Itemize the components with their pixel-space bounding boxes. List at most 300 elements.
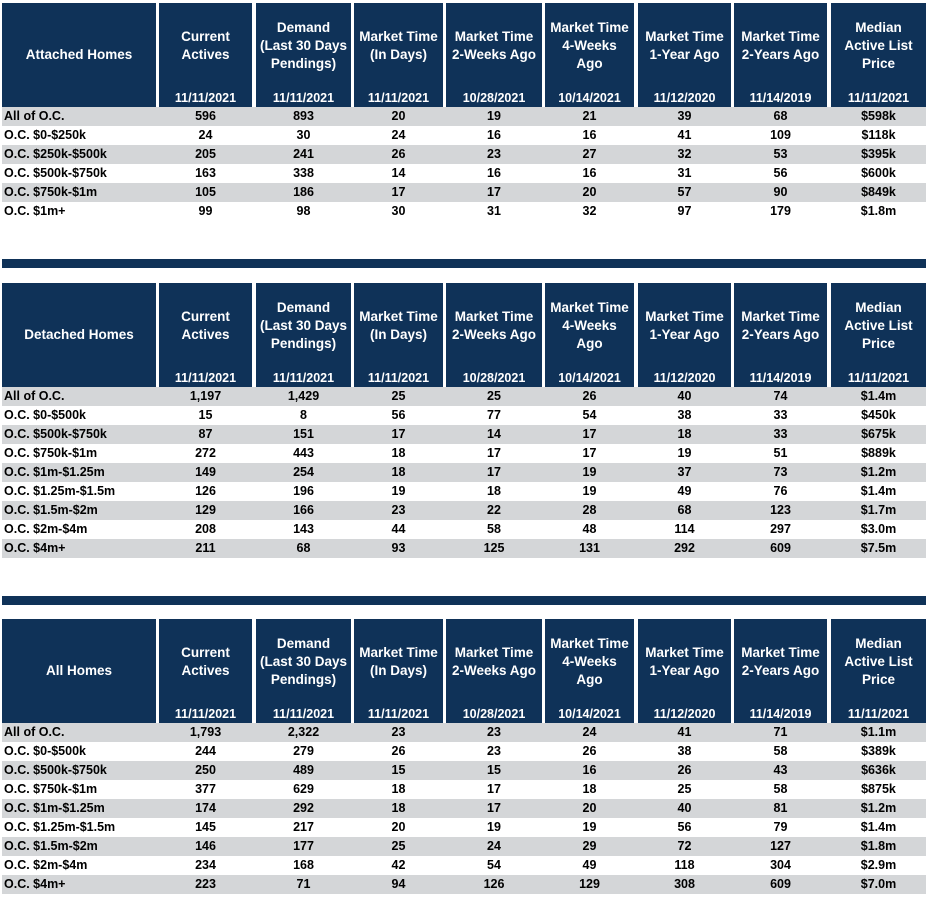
row-label: O.C. $4m+	[4, 877, 66, 891]
row-label: O.C. $1.25m-$1.5m	[4, 484, 116, 498]
table-cell: 126	[483, 877, 505, 891]
table-cell: 129	[579, 877, 600, 891]
column-header	[545, 619, 634, 723]
table-cell: 19	[582, 820, 597, 834]
column-header	[256, 283, 351, 387]
table-cell: $450k	[861, 408, 896, 422]
table-row	[2, 202, 926, 221]
table-cell: 99	[198, 204, 213, 218]
row-label: All of O.C.	[4, 109, 65, 123]
table-cell: 15	[391, 763, 406, 777]
table-cell: 42	[391, 858, 406, 872]
column-header	[159, 619, 252, 723]
table-cell: 56	[391, 408, 406, 422]
table-cell: 609	[770, 541, 791, 555]
table-row	[2, 126, 926, 145]
column-date: 11/14/2019	[749, 91, 812, 105]
column-header-label: Demand	[276, 300, 331, 315]
table-row	[2, 482, 926, 501]
section-title: Attached Homes	[25, 47, 133, 62]
column-header	[734, 283, 827, 387]
table-cell: 48	[582, 522, 597, 536]
column-header	[354, 619, 443, 723]
table-cell: 26	[391, 147, 406, 161]
table-cell: $1.2m	[860, 801, 897, 815]
table-cell: 14	[487, 427, 501, 441]
row-label: O.C. $500k-$750k	[4, 763, 107, 777]
table-row	[2, 780, 926, 799]
table-row	[2, 742, 926, 761]
table-cell: $600k	[861, 166, 896, 180]
table-cell: 20	[391, 820, 406, 834]
table-cell: 68	[677, 503, 692, 517]
table-cell: 131	[579, 541, 600, 555]
column-date: 11/14/2019	[749, 707, 812, 721]
column-date: 10/14/2021	[558, 707, 621, 721]
table-cell: $2.9m	[860, 858, 897, 872]
column-header-label: Market Time	[550, 20, 629, 35]
table-cell: 14	[391, 166, 406, 180]
table-cell: 38	[677, 744, 692, 758]
column-header	[256, 3, 351, 107]
column-header-label: Market Time	[359, 645, 438, 660]
column-date: 11/11/2021	[847, 91, 910, 105]
table-row	[2, 539, 926, 558]
column-header-label: Ago	[576, 336, 603, 351]
table-row	[2, 183, 926, 202]
table-cell: 25	[391, 389, 406, 403]
table-cell: 304	[770, 858, 791, 872]
table-cell: 31	[677, 166, 692, 180]
table-cell: 68	[296, 541, 311, 555]
table-cell: 292	[674, 541, 695, 555]
row-label: All of O.C.	[4, 725, 65, 739]
table-cell: 23	[391, 725, 406, 739]
column-date: 11/11/2021	[367, 91, 430, 105]
row-label: O.C. $1m-$1.25m	[4, 465, 105, 479]
table-cell: 123	[770, 503, 791, 517]
column-date: 11/12/2020	[653, 707, 716, 721]
table-cell: 26	[677, 763, 692, 777]
section-title-cell	[2, 619, 156, 723]
column-header-label: Actives	[181, 327, 230, 342]
table-cell: 629	[293, 782, 314, 796]
table-cell: 58	[487, 522, 501, 536]
table-cell: 1,197	[189, 389, 222, 403]
table-cell: 143	[293, 522, 314, 536]
column-date: 11/11/2021	[367, 371, 430, 385]
table-cell: $1.4m	[860, 484, 897, 498]
column-header-label: Actives	[181, 47, 230, 62]
table-cell: $1.4m	[860, 389, 897, 403]
table-cell: 30	[391, 204, 406, 218]
column-header-label: 2-Years Ago	[741, 327, 820, 342]
table-cell: 19	[391, 484, 406, 498]
table-cell: 25	[677, 782, 692, 796]
column-date: 11/11/2021	[272, 371, 335, 385]
table-cell: 26	[582, 389, 597, 403]
column-date: 11/11/2021	[272, 91, 335, 105]
column-header-label: Actives	[181, 663, 230, 678]
table-cell: 17	[391, 185, 406, 199]
column-header-label: Median	[855, 300, 902, 315]
table-cell: $1.8m	[860, 204, 897, 218]
row-label: O.C. $1m-$1.25m	[4, 801, 105, 815]
table-cell: 30	[296, 128, 311, 142]
table-row	[2, 463, 926, 482]
table-cell: 26	[582, 744, 597, 758]
attached-homes-table	[2, 3, 926, 221]
table-cell: 19	[582, 465, 597, 479]
table-cell: 23	[487, 725, 501, 739]
table-cell: 2,322	[287, 725, 320, 739]
column-header-label: Price	[861, 336, 896, 351]
table-cell: 19	[487, 820, 501, 834]
table-cell: 58	[773, 744, 788, 758]
table-cell: 18	[582, 782, 597, 796]
table-cell: $1.1m	[860, 725, 897, 739]
table-cell: 109	[770, 128, 791, 142]
table-cell: 241	[293, 147, 314, 161]
table-cell: 33	[773, 408, 788, 422]
section-divider	[2, 259, 926, 268]
table-cell: 54	[582, 408, 597, 422]
column-header-label: Pendings)	[270, 56, 337, 71]
column-header-label: (In Days)	[369, 47, 427, 62]
table-cell: 1,429	[287, 389, 320, 403]
column-header-label: (Last 30 Days	[259, 318, 348, 333]
table-cell: 23	[391, 503, 406, 517]
table-row	[2, 520, 926, 539]
column-header	[831, 3, 926, 107]
table-cell: 94	[391, 877, 406, 891]
row-label: O.C. $0-$500k	[4, 744, 86, 758]
table-cell: 168	[293, 858, 314, 872]
table-cell: 18	[391, 446, 406, 460]
table-cell: 16	[582, 166, 597, 180]
column-date: 11/11/2021	[174, 91, 237, 105]
column-date: 10/28/2021	[462, 371, 526, 385]
column-date: 11/11/2021	[174, 707, 237, 721]
table-cell: 26	[391, 744, 406, 758]
table-cell: $1.2m	[860, 465, 897, 479]
table-cell: 17	[487, 782, 501, 796]
table-cell: 56	[677, 820, 692, 834]
table-cell: 18	[677, 427, 692, 441]
column-header-label: Price	[861, 672, 896, 687]
detached-homes-table	[2, 283, 926, 558]
column-header-label: Market Time	[454, 309, 534, 324]
table-cell: 118	[674, 858, 695, 872]
table-cell: 25	[391, 839, 406, 853]
table-cell: 41	[677, 128, 692, 142]
column-header-label: (Last 30 Days	[259, 38, 348, 53]
table-cell: $849k	[861, 185, 896, 199]
table-cell: 27	[582, 147, 597, 161]
table-row	[2, 406, 926, 425]
table-cell: 163	[195, 166, 216, 180]
table-row	[2, 837, 926, 856]
column-header-label: 4-Weeks	[562, 38, 617, 53]
table-cell: 186	[293, 185, 314, 199]
table-cell: 19	[487, 109, 501, 123]
column-header	[831, 619, 926, 723]
column-header-label: Pendings)	[270, 672, 337, 687]
table-cell: 125	[483, 541, 505, 555]
table-row	[2, 145, 926, 164]
column-header-label: Market Time	[550, 300, 629, 315]
column-header-label: Ago	[576, 56, 603, 71]
table-cell: 223	[195, 877, 216, 891]
table-cell: 18	[391, 465, 406, 479]
table-cell: 57	[677, 185, 692, 199]
row-label: O.C. $1.5m-$2m	[4, 839, 98, 853]
column-header-label: 2-Years Ago	[741, 47, 820, 62]
table-row	[2, 107, 926, 126]
table-cell: 18	[391, 801, 406, 815]
column-header	[638, 283, 731, 387]
table-cell: 17	[487, 465, 501, 479]
table-cell: 49	[677, 484, 692, 498]
table-cell: 32	[677, 147, 692, 161]
column-header-label: Active List	[844, 654, 913, 669]
table-cell: 31	[487, 204, 501, 218]
column-header-label: Current	[181, 645, 230, 660]
column-header-label: Market Time	[550, 636, 629, 651]
row-label: O.C. $4m+	[4, 541, 66, 555]
column-date: 11/11/2021	[847, 371, 910, 385]
column-header-label: 4-Weeks	[562, 654, 617, 669]
table-cell: 19	[582, 484, 597, 498]
table-cell: 71	[296, 877, 311, 891]
table-cell: 16	[582, 763, 597, 777]
column-date: 10/14/2021	[558, 371, 621, 385]
table-cell: 37	[677, 465, 692, 479]
row-label: O.C. $750k-$1m	[4, 446, 98, 460]
table-cell: 93	[391, 541, 406, 555]
section-title: Detached Homes	[24, 327, 134, 342]
table-cell: 211	[195, 541, 216, 555]
table-cell: 151	[293, 427, 314, 441]
table-cell: 23	[487, 147, 501, 161]
row-label: O.C. $2m-$4m	[4, 522, 88, 536]
table-cell: 179	[770, 204, 791, 218]
column-header-label: Ago	[576, 672, 603, 687]
table-cell: 24	[198, 128, 213, 142]
column-header-label: Demand	[276, 20, 331, 35]
table-cell: 279	[293, 744, 314, 758]
column-date: 10/28/2021	[462, 91, 526, 105]
column-header	[446, 3, 542, 107]
row-label: O.C. $1.5m-$2m	[4, 503, 98, 517]
table-row	[2, 799, 926, 818]
table-cell: 196	[293, 484, 314, 498]
table-cell: $875k	[861, 782, 896, 796]
row-label: O.C. $250k-$500k	[4, 147, 107, 161]
table-cell: 21	[582, 109, 597, 123]
table-cell: 38	[677, 408, 692, 422]
table-cell: $1.4m	[860, 820, 897, 834]
table-cell: 44	[391, 522, 406, 536]
column-header-label: Market Time	[454, 645, 534, 660]
table-cell: 16	[582, 128, 597, 142]
row-label: O.C. $500k-$750k	[4, 166, 107, 180]
column-header-label: 2-Weeks Ago	[451, 327, 537, 342]
column-header-label: Active List	[844, 38, 913, 53]
column-header-label: Demand	[276, 636, 331, 651]
table-row	[2, 501, 926, 520]
table-cell: $395k	[861, 147, 896, 161]
table-cell: 893	[293, 109, 314, 123]
all-homes-table	[2, 619, 926, 894]
table-cell: 18	[487, 484, 501, 498]
table-row	[2, 875, 926, 894]
column-header-label: Market Time	[359, 309, 438, 324]
table-cell: 28	[582, 503, 597, 517]
table-cell: 79	[773, 820, 788, 834]
table-cell: 43	[773, 763, 788, 777]
column-header	[831, 283, 926, 387]
column-header-label: Pendings)	[270, 336, 337, 351]
table-cell: 126	[195, 484, 216, 498]
table-cell: 71	[773, 725, 788, 739]
section-title-cell	[2, 3, 156, 107]
table-cell: 127	[770, 839, 791, 853]
table-cell: 53	[773, 147, 788, 161]
table-cell: 19	[677, 446, 692, 460]
table-row	[2, 723, 926, 742]
table-cell: $1.8m	[860, 839, 897, 853]
table-cell: 338	[293, 166, 314, 180]
table-cell: 149	[195, 465, 216, 479]
column-header-label: 1-Year Ago	[649, 47, 720, 62]
row-label: O.C. $1.25m-$1.5m	[4, 820, 116, 834]
column-header-label: Current	[181, 29, 230, 44]
column-date: 11/11/2021	[847, 707, 910, 721]
column-header	[159, 283, 252, 387]
table-cell: $389k	[861, 744, 896, 758]
table-cell: 129	[195, 503, 216, 517]
column-header-label: 2-Weeks Ago	[451, 47, 537, 62]
row-label: O.C. $2m-$4m	[4, 858, 88, 872]
table-cell: 72	[677, 839, 692, 853]
table-cell: $7.5m	[860, 541, 897, 555]
row-label: O.C. $500k-$750k	[4, 427, 107, 441]
table-cell: 68	[773, 109, 788, 123]
table-cell: 15	[198, 408, 213, 422]
table-row	[2, 164, 926, 183]
section-title-cell	[2, 283, 156, 387]
table-cell: 1,793	[189, 725, 222, 739]
column-header-label: Median	[855, 20, 902, 35]
table-cell: 17	[487, 446, 501, 460]
table-cell: 33	[773, 427, 788, 441]
table-cell: 20	[582, 801, 597, 815]
table-cell: 377	[195, 782, 216, 796]
table-row	[2, 444, 926, 463]
table-cell: 208	[195, 522, 216, 536]
column-header	[734, 3, 827, 107]
table-cell: 20	[391, 109, 406, 123]
table-cell: 177	[293, 839, 314, 853]
column-header	[638, 3, 731, 107]
table-cell: 17	[487, 801, 501, 815]
section-divider	[2, 596, 926, 605]
column-header-label: Market Time	[645, 645, 724, 660]
column-header	[638, 619, 731, 723]
section-title: All Homes	[45, 663, 113, 678]
table-row	[2, 387, 926, 406]
column-header	[159, 3, 252, 107]
table-cell: $1.7m	[860, 503, 897, 517]
table-cell: 24	[582, 725, 597, 739]
table-cell: 292	[293, 801, 314, 815]
table-cell: 49	[582, 858, 597, 872]
table-cell: 22	[487, 503, 501, 517]
column-header-label: Market Time	[741, 309, 820, 324]
table-cell: 297	[770, 522, 791, 536]
table-cell: 105	[195, 185, 216, 199]
table-cell: 98	[296, 204, 311, 218]
table-cell: $118k	[861, 128, 896, 142]
table-header	[2, 3, 926, 107]
table-cell: 77	[487, 408, 501, 422]
row-label: O.C. $750k-$1m	[4, 782, 98, 796]
table-cell: $598k	[861, 109, 896, 123]
table-cell: 443	[293, 446, 314, 460]
table-cell: $636k	[861, 763, 896, 777]
table-cell: 166	[293, 503, 314, 517]
column-header-label: 4-Weeks	[562, 318, 617, 333]
column-header-label: 2-Years Ago	[741, 663, 820, 678]
table-cell: 41	[677, 725, 692, 739]
column-header-label: 1-Year Ago	[649, 327, 720, 342]
column-header-label: 1-Year Ago	[649, 663, 720, 678]
table-cell: $3.0m	[860, 522, 897, 536]
column-header	[545, 3, 634, 107]
column-date: 11/14/2019	[749, 371, 812, 385]
column-date: 11/12/2020	[653, 91, 716, 105]
table-cell: 58	[773, 782, 788, 796]
table-cell: 39	[677, 109, 692, 123]
row-label: O.C. $0-$250k	[4, 128, 86, 142]
column-date: 11/11/2021	[174, 371, 237, 385]
table-cell: 20	[582, 185, 597, 199]
table-cell: 87	[198, 427, 213, 441]
table-cell: 272	[195, 446, 216, 460]
table-header	[2, 619, 926, 723]
table-cell: 8	[300, 408, 307, 422]
table-cell: 16	[487, 166, 501, 180]
column-header-label: (Last 30 Days	[259, 654, 348, 669]
column-header	[446, 619, 542, 723]
column-header	[545, 283, 634, 387]
column-header-label: Market Time	[645, 309, 724, 324]
column-header-label: Active List	[844, 318, 913, 333]
table-cell: 16	[487, 128, 501, 142]
table-cell: 146	[195, 839, 216, 853]
table-cell: 250	[195, 763, 216, 777]
column-header	[734, 619, 827, 723]
table-cell: 174	[195, 801, 216, 815]
table-cell: 17	[582, 446, 597, 460]
table-cell: 73	[773, 465, 788, 479]
table-cell: 234	[195, 858, 216, 872]
table-cell: 205	[195, 147, 216, 161]
column-header	[354, 3, 443, 107]
table-cell: 90	[773, 185, 788, 199]
table-cell: 308	[674, 877, 695, 891]
